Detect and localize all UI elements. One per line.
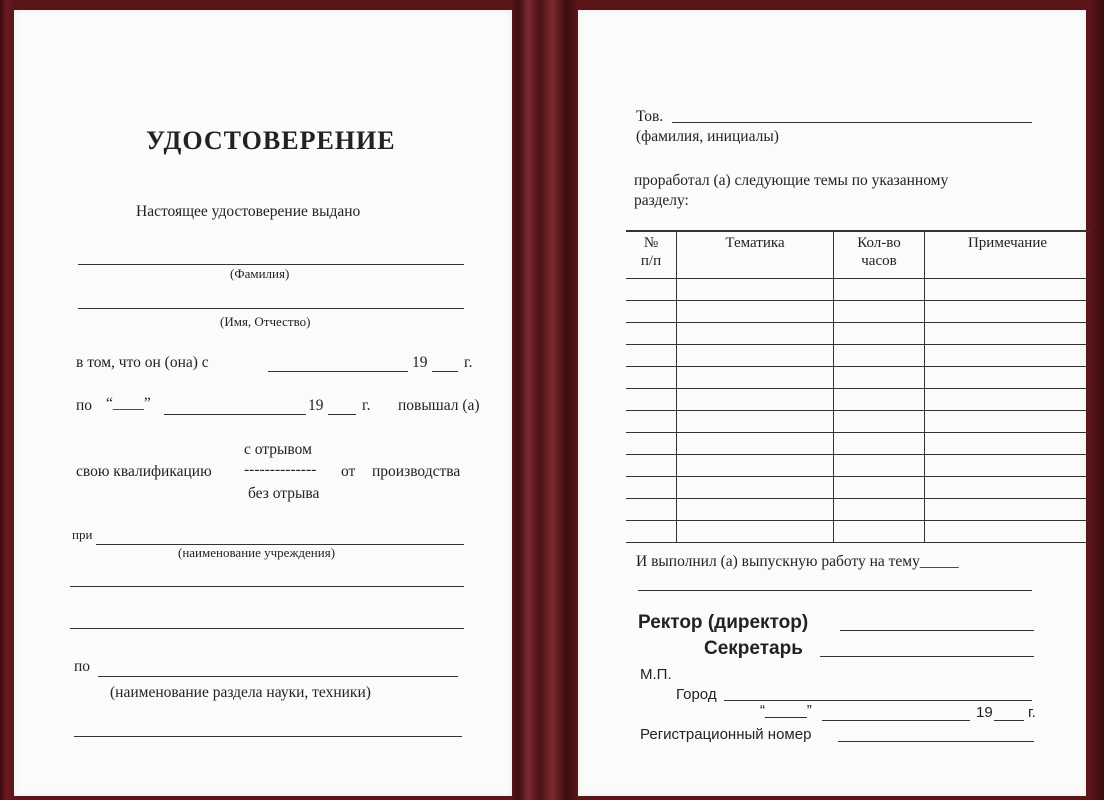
from-year-line: [432, 371, 458, 372]
worked-text-2: разделу:: [634, 192, 689, 209]
production-text: производства: [372, 463, 461, 480]
comrade-label: Тов.: [636, 108, 664, 125]
table-cell: [834, 477, 925, 499]
table-cell: [925, 455, 1091, 477]
section-line-2: [74, 736, 462, 737]
table-cell: [626, 477, 677, 499]
at-prefix: при: [72, 527, 93, 542]
secretary-signature-line: [820, 656, 1034, 657]
header-hours-line2: часов: [861, 253, 897, 269]
table-cell: [626, 279, 677, 301]
table-cell: [677, 521, 834, 543]
date-line: [822, 720, 970, 721]
left-page: [14, 10, 512, 796]
table-cell: [677, 433, 834, 455]
secretary-label: Секретарь: [704, 638, 803, 659]
by-prefix: по: [74, 658, 91, 675]
table-row: [626, 301, 1090, 323]
rector-label: Ректор (директор): [638, 612, 809, 633]
table-cell: [925, 521, 1091, 543]
to-year-line: [328, 414, 356, 415]
table-cell: [925, 411, 1091, 433]
to-date-line: [164, 414, 306, 415]
table-row: [626, 389, 1090, 411]
section-hint: (наименование раздела науки, техники): [110, 684, 371, 701]
institution-line-2: [70, 586, 464, 587]
header-hours: [834, 231, 925, 279]
institution-line-3: [70, 628, 464, 629]
without-leave-option: без отрыва: [248, 485, 320, 502]
institution-hint: (наименование учреждения): [178, 545, 336, 560]
table-row: [626, 499, 1090, 521]
table-row: [626, 455, 1090, 477]
table-cell: [626, 411, 677, 433]
table-cell: [677, 477, 834, 499]
worked-text-1: проработал (а) следующие темы по указанному: [634, 172, 949, 189]
surname-hint: (Фамилия): [230, 266, 290, 281]
header-number-line2: п/п: [640, 253, 662, 269]
reg-number-label: Регистрационный номер: [640, 726, 812, 743]
table-cell: [677, 279, 834, 301]
date-day-blank: “_____”: [760, 702, 812, 719]
qualification-text: свою квалификацию: [76, 463, 212, 480]
table-cell: [834, 367, 925, 389]
header-note: [925, 231, 1091, 279]
table-cell: [834, 499, 925, 521]
table-cell: [626, 345, 677, 367]
to-prefix: по: [76, 397, 93, 414]
issued-text: Настоящее удостоверение выдано: [136, 203, 361, 220]
name-line: [78, 308, 464, 309]
table-cell: [677, 411, 834, 433]
table-cell: [925, 389, 1091, 411]
table-row: [626, 323, 1090, 345]
table-cell: [834, 279, 925, 301]
certificate-title: УДОСТОВЕРЕНИЕ: [146, 126, 396, 155]
table-cell: [626, 521, 677, 543]
table-cell: [834, 521, 925, 543]
table-cell: [925, 323, 1091, 345]
option-dashes: --------------: [244, 461, 317, 478]
table-cell: [626, 455, 677, 477]
name-hint-right: (фамилия, инициалы): [636, 128, 779, 145]
improved-text: повышал (а): [398, 397, 480, 414]
date-year-line: [994, 720, 1024, 721]
table-cell: [834, 455, 925, 477]
table-row: [626, 279, 1090, 301]
table-cell: [677, 345, 834, 367]
topics-table: [626, 230, 1090, 543]
section-line: [98, 676, 458, 677]
table-cell: [925, 433, 1091, 455]
city-line: [724, 700, 1032, 701]
from-date-line: [268, 371, 408, 372]
table-cell: [834, 323, 925, 345]
to-year-prefix: 19: [308, 397, 324, 414]
table-cell: [834, 411, 925, 433]
table-row: [626, 367, 1090, 389]
table-cell: [925, 279, 1091, 301]
table-cell: [834, 301, 925, 323]
table-cell: [925, 301, 1091, 323]
table-cell: [626, 367, 677, 389]
header-topic: [677, 231, 834, 279]
table-cell: [677, 389, 834, 411]
topics-body: [626, 279, 1090, 543]
table-cell: [925, 345, 1091, 367]
table-row: [626, 477, 1090, 499]
to-day-blank: “____”: [106, 395, 151, 412]
name-hint: (Имя, Отчество): [220, 314, 311, 329]
reg-number-line: [838, 741, 1034, 742]
table-cell: [626, 301, 677, 323]
thesis-text: И выполнил (а) выпускную работу на тему_____: [636, 553, 959, 570]
table-cell: [677, 301, 834, 323]
to-year-suffix: г.: [362, 397, 371, 414]
stamp-label: М.П.: [640, 666, 672, 683]
city-label: Город: [676, 686, 717, 703]
table-cell: [834, 389, 925, 411]
table-cell: [677, 367, 834, 389]
thesis-line: [638, 590, 1032, 591]
from-prefix: в том, что он (она) с: [76, 354, 209, 371]
header-hours-line1: Кол-во: [857, 235, 901, 251]
from-word: от: [341, 463, 356, 480]
table-cell: [677, 499, 834, 521]
date-year-prefix: 19: [976, 704, 993, 721]
rector-signature-line: [840, 630, 1034, 631]
table-cell: [834, 345, 925, 367]
header-note-label: Примечание: [967, 235, 1048, 251]
table-cell: [626, 389, 677, 411]
table-cell: [626, 323, 677, 345]
table-row: [626, 345, 1090, 367]
from-year-suffix: г.: [464, 354, 473, 371]
table-cell: [626, 499, 677, 521]
surname-line: [78, 264, 464, 265]
header-topic-label: Тематика: [725, 235, 785, 251]
header-number: [626, 231, 677, 279]
table-cell: [677, 323, 834, 345]
from-year-prefix: 19: [412, 354, 428, 371]
table-cell: [626, 433, 677, 455]
table-cell: [834, 433, 925, 455]
table-row: [626, 521, 1090, 543]
table-cell: [925, 499, 1091, 521]
right-page: [578, 10, 1086, 796]
comrade-name-line: [672, 122, 1032, 123]
table-row: [626, 433, 1090, 455]
table-row: [626, 411, 1090, 433]
with-leave-option: с отрывом: [244, 441, 312, 458]
table-cell: [925, 367, 1091, 389]
table-cell: [677, 455, 834, 477]
header-number-line1: №: [643, 235, 659, 251]
table-cell: [925, 477, 1091, 499]
date-year-suffix: г.: [1028, 704, 1036, 721]
